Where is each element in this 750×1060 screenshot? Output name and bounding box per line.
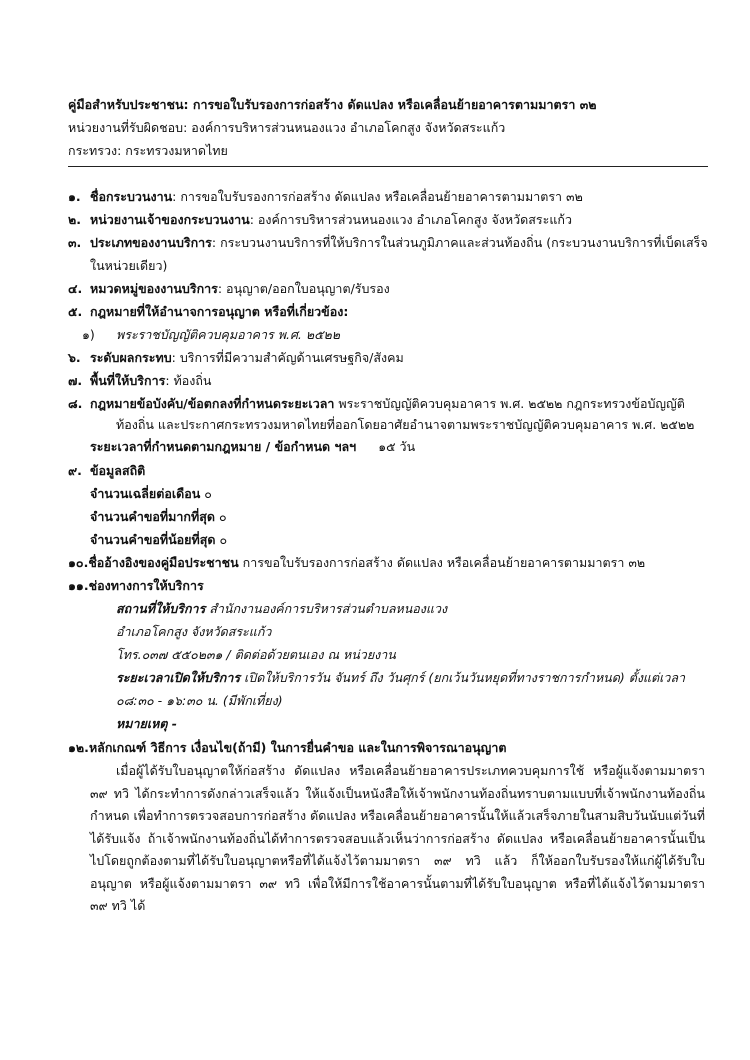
service-hours-time: ๐๘:๓๐ - ๑๖:๓๐ น. (มีพักเที่ยง) xyxy=(116,693,283,708)
stat-min-requests: จำนวนคำขอที่น้อยที่สุด ๐ xyxy=(90,532,228,547)
item-8-period: ระยะเวลาที่กำหนดตามกฎหมาย / ข้อกำหนด ฯลฯ ๑๕ วัน xyxy=(90,439,416,454)
criteria-paragraph: เมื่อผู้ได้รับใบอนุญาตให้ก่อสร้าง ดัดแปลง หรือเคลื่อนย้ายอาคารประเภทควบคุมการใช้ หรือผู้แจ้งตามมาตรา ๓๙ ทวิ ได้กระทำการดังกล่าวเสร็จแล้ว ให้แจ้งเป็นหนังสือให้เจ้าพนักงานท้องถิ่นทราบตามแบบที่เจ้าพนักงานท้องถิ่นกำหนด เพื่อทำการตรวจสอบการก่อสร้าง ดัดแปลง หรือเคลื่อนย้ายอาคารนั้นให้แล้วเสร็จภายในสามสิบวันนับแต่วันที่ได้รับแจ้ง ถ้าเจ้าพนักงานท้องถิ่นได้ทำการตรวจสอบแล้วเห็นว่าการก่อสร้าง ดัดแปลง หรือเคลื่อนย้ายอาคารนั้นเป็นไปโดยถูกต้องตามที่ได้รับใบอนุญาตหรือที่ได้แจ้งไว้ตามมาตรา ๓๙ ทวิ แล้ว ก็ให้ออกใบรับรองให้แก่ผู้ได้รับใบอนุญาต หรือผู้แจ้งตามมาตรา ๓๙ ทวิ เพื่อให้มีการใช้อาคารนั้นตามที่ได้รับใบอนุญาต หรือที่ได้แจ้งไว้ตามมาตรา ๓๙ ทวิ ได้ xyxy=(90,763,705,913)
item-5: ๕. กฎหมายที่ให้อำนาจการอนุญาต หรือที่เกี่ยวข้อง: xyxy=(68,304,349,319)
service-note: หมายเหตุ - xyxy=(116,716,177,731)
stat-max-requests: จำนวนคำขอที่มากที่สุด ๐ xyxy=(90,509,227,524)
service-location-district: อำเภอโคกสูง จังหวัดสระแก้ว xyxy=(116,624,272,639)
responsible-agency: หน่วยงานที่รับผิดชอบ: องค์การบริหารส่วนหนองแวง อำเภอโคกสูง จังหวัดสระแก้ว xyxy=(68,120,506,135)
item-8: ๘. กฎหมายข้อบังคับ/ข้อตกลงที่กำหนดระยะเวลา พระราชบัญญัติควบคุมอาคาร พ.ศ. ๒๕๒๒ กฎกระทรวงข้อบัญญัติ xyxy=(68,396,685,411)
item-1: ๑. ชื่อกระบวนงาน: การขอใบรับรองการก่อสร้าง ดัดแปลง หรือเคลื่อนย้ายอาคารตามมาตรา ๓๒ xyxy=(68,189,583,204)
item-3-continued: ในหน่วยเดียว) xyxy=(90,258,168,273)
item-5-law-1: ๑) พระราชบัญญัติควบคุมอาคาร พ.ศ. ๒๕๒๒ xyxy=(82,327,341,342)
item-8-continued: ท้องถิ่น และประกาศกระทรวงมหาดไทยที่ออกโดยอาศัยอำนาจตามพระราชบัญญัติควบคุมอาคาร พ.ศ. ๒๕๒๒ xyxy=(116,417,695,432)
item-4: ๔. หมวดหมู่ของงานบริการ: อนุญาต/ออกใบอนุญาต/รับรอง xyxy=(68,281,390,296)
item-11: ๑๑.ช่องทางการให้บริการ xyxy=(68,578,204,593)
stat-average-per-month: จำนวนเฉลี่ยต่อเดือน ๐ xyxy=(90,486,212,501)
item-6: ๖. ระดับผลกระทบ: บริการที่มีความสำคัญด้านเศรษฐกิจ/สังคม xyxy=(68,350,404,365)
item-2: ๒. หน่วยงานเจ้าของกระบวนงาน: องค์การบริหารส่วนหนองแวง อำเภอโคกสูง จังหวัดสระแก้ว xyxy=(68,212,572,227)
item-7: ๗. พื้นที่ให้บริการ: ท้องถิ่น xyxy=(68,373,212,388)
item-10: ๑๐.ชื่ออ้างอิงของคู่มือประชาชน การขอใบรับรองการก่อสร้าง ดัดแปลง หรือเคลื่อนย้ายอาคารตามมาตรา ๓๒ xyxy=(68,555,646,570)
service-contact: โทร.๐๓๗ ๕๕๐๒๓๑ / ติดต่อด้วยตนเอง ณ หน่วยงาน xyxy=(116,647,396,662)
item-9: ๙. ข้อมูลสถิติ xyxy=(68,463,146,478)
header-divider xyxy=(68,166,708,167)
service-hours: ระยะเวลาเปิดให้บริการ เปิดให้บริการวัน จันทร์ ถึง วันศุกร์ (ยกเว้นวันหยุดที่ทางราชการกำหนด) ตั้งแต่เวลา xyxy=(116,670,686,685)
ministry: กระทรวง: กระทรวงมหาดไทย xyxy=(68,143,228,158)
item-3: ๓. ประเภทของงานบริการ: กระบวนงานบริการที่ให้บริการในส่วนภูมิภาคและส่วนท้องถิ่น (กระบวนงานบริการที่เบ็ดเสร็จ xyxy=(68,235,708,250)
item-12: ๑๒.หลักเกณฑ์ วิธีการ เงื่อนไข(ถ้ามี) ในการยื่นคำขอ และในการพิจารณาอนุญาต xyxy=(68,740,507,755)
document-title: คู่มือสำหรับประชาชน: การขอใบรับรองการก่อสร้าง ดัดแปลง หรือเคลื่อนย้ายอาคารตามมาตรา ๓๒ xyxy=(68,97,597,112)
service-location: สถานที่ให้บริการ สำนักงานองค์การบริหารส่วนตำบลหนองแวง xyxy=(116,601,448,616)
